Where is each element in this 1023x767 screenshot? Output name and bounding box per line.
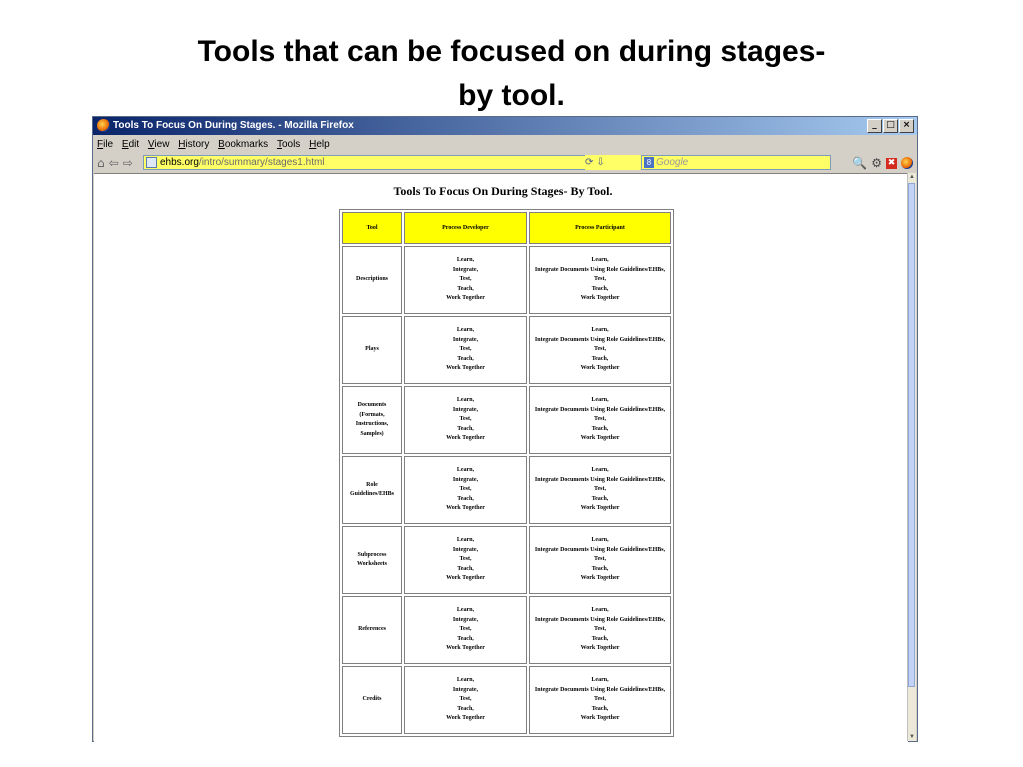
table-header-row [342, 212, 671, 244]
cell-text-line: Integrate Documents Using Role Guidelines/EHBs, [534, 406, 666, 413]
cell-text-line: Credits [362, 696, 382, 703]
table-row [342, 456, 671, 524]
home-icon[interactable]: ⌂ [97, 156, 105, 170]
slide-title-line2: by tool. [458, 79, 565, 112]
cell-text-line: Learn, [456, 677, 475, 684]
cell-text-line: Learn, [456, 397, 475, 404]
cell-text-line: Work Together [446, 365, 485, 372]
cell-developer [404, 456, 527, 524]
cell-text-line: Integrate, [452, 546, 479, 553]
cell-participant [529, 246, 671, 314]
cell-text-line: Teach, [591, 495, 609, 502]
menu-tools[interactable]: Tools [276, 139, 301, 150]
dropdown-arrow-icon[interactable]: ⇩ [596, 157, 605, 168]
cell-text-line: Work Together [580, 435, 620, 442]
cell-text-line: Teach, [591, 565, 609, 572]
menu-bar [93, 136, 917, 153]
cell-text-line: Teach, [591, 285, 609, 292]
page-content [94, 173, 908, 742]
cell-text-line: (Formats, [359, 411, 385, 418]
vertical-scrollbar[interactable] [907, 173, 916, 741]
cell-text-line: Learn, [456, 537, 475, 544]
cell-text-line: Test, [594, 346, 606, 353]
table-row [342, 666, 671, 734]
header-process-developer: Process Developer [404, 212, 527, 244]
cell-text-line: Work Together [446, 505, 485, 512]
cell-developer [404, 316, 527, 384]
cell-text-line: Learn, [591, 607, 609, 614]
cell-text-line: Role [366, 481, 378, 488]
cell-text-line: Documents [357, 402, 387, 408]
cell-tool [342, 316, 402, 384]
cell-text-line: Test, [594, 696, 606, 703]
address-bar[interactable] [143, 155, 643, 170]
cell-text-line: Work Together [446, 715, 485, 722]
cell-tool [342, 246, 402, 314]
browser-window [92, 116, 918, 742]
cell-participant [529, 526, 671, 594]
table-row [342, 526, 671, 594]
cell-text-line: References [358, 626, 386, 633]
cell-text-line: Learn, [591, 397, 609, 404]
cell-text-line: Subprocess [357, 551, 387, 558]
address-bar-buttons [585, 155, 643, 170]
cell-text-line: Test, [459, 486, 472, 493]
cell-text-line: Integrate, [452, 336, 479, 343]
cell-text-line: Test, [459, 276, 472, 283]
cell-developer [404, 246, 527, 314]
cell-text-line: Test, [459, 416, 472, 423]
cell-tool [342, 526, 402, 594]
cell-text-line: Instructions, [355, 421, 389, 427]
menu-view[interactable]: View [147, 139, 170, 150]
menu-help[interactable]: Help [309, 139, 330, 150]
table-row [342, 246, 671, 314]
back-icon[interactable]: ⇦ [108, 156, 119, 170]
search-placeholder: Google [656, 157, 689, 168]
cell-text-line: Integrate, [452, 476, 479, 483]
cell-text-line: Learn, [591, 677, 609, 684]
table-body [342, 246, 671, 734]
header-tool: Tool [342, 212, 402, 244]
url-path: /intro/summary/stages1.html [198, 157, 325, 168]
cell-text-line: Test, [459, 696, 472, 703]
cell-text-line: Integrate, [452, 686, 479, 693]
cell-text-line: Integrate, [452, 406, 479, 413]
cell-participant [529, 386, 671, 454]
cell-text-line: Integrate Documents Using Role Guidelines/EHBs, [534, 476, 666, 483]
cell-text-line: Samples) [360, 430, 384, 437]
toolbar-extras [852, 155, 913, 171]
maximize-button[interactable]: □ [883, 119, 898, 133]
cell-text-line: Work Together [446, 295, 485, 302]
rss-icon[interactable]: ⟳ [585, 157, 594, 168]
cell-text-line: Test, [459, 556, 472, 563]
cell-tool [342, 596, 402, 664]
cell-text-line: Test, [594, 486, 606, 493]
cell-participant [529, 316, 671, 384]
cell-text-line: Teach, [457, 495, 474, 502]
cell-text-line: Work Together [446, 645, 485, 652]
url-domain: ehbs.org [160, 157, 199, 168]
cell-tool [342, 386, 402, 454]
cell-text-line: Integrate, [452, 616, 479, 623]
navigation-toolbar [93, 154, 917, 172]
cell-text-line: Learn, [591, 327, 609, 334]
cell-text-line: Test, [459, 626, 472, 633]
cell-text-line: Work Together [446, 575, 485, 582]
cell-text-line: Learn, [591, 537, 609, 544]
window-title: Tools To Focus On During Stages. - Mozilla Firefox [113, 120, 354, 131]
table-row [342, 316, 671, 384]
minimize-button[interactable]: _ [867, 119, 882, 133]
site-identity-icon[interactable] [146, 157, 157, 168]
menu-file[interactable]: File [97, 139, 114, 150]
cell-text-line: Teach, [457, 635, 474, 642]
header-process-participant: Process Participant [529, 212, 671, 244]
slide-title [0, 30, 1023, 118]
cell-participant [529, 666, 671, 734]
magnifier-icon[interactable]: 🔍 [852, 156, 868, 170]
cell-developer [404, 526, 527, 594]
cell-text-line: Work Together [580, 575, 620, 582]
cell-text-line: Teach, [457, 565, 474, 572]
cell-text-line: Learn, [456, 467, 475, 474]
nav-buttons [97, 155, 133, 171]
cell-text-line: Integrate Documents Using Role Guidelines/EHBs, [534, 546, 666, 553]
cell-text-line: Work Together [580, 505, 620, 512]
cell-text-line: Teach, [591, 355, 609, 362]
page-heading: Tools To Focus On During Stages- By Tool. [393, 184, 613, 198]
table-row [342, 386, 671, 454]
cell-text-line: Learn, [456, 327, 475, 334]
cell-text-line: Learn, [456, 607, 475, 614]
cell-text-line: Descriptions [356, 276, 388, 283]
cell-text-line: Teach, [591, 635, 609, 642]
cell-text-line: Teach, [457, 355, 474, 362]
firefox-icon [97, 119, 110, 132]
scroll-thumb[interactable] [908, 183, 915, 687]
cell-tool [342, 456, 402, 524]
table-row [342, 596, 671, 664]
slide-title-line1: Tools that can be focused on during stages- [197, 35, 826, 68]
cell-text-line: Plays [365, 346, 379, 353]
cell-text-line: Test, [459, 346, 472, 353]
cell-text-line: Integrate Documents Using Role Guidelines/EHBs, [534, 336, 666, 343]
stop-icon[interactable]: ✖ [887, 157, 896, 168]
window-controls [867, 119, 914, 133]
cell-text-line: Teach, [457, 285, 474, 292]
menu-edit[interactable]: Edit [121, 139, 140, 150]
close-button[interactable]: × [899, 119, 914, 133]
cell-text-line: Test, [594, 416, 606, 423]
cell-text-line: Work Together [446, 435, 485, 442]
window-titlebar[interactable] [93, 117, 917, 135]
firefox-menu-icon[interactable] [901, 157, 913, 169]
search-box[interactable] [641, 155, 831, 170]
cell-text-line: Work Together [580, 715, 620, 722]
cell-text-line: Guidelines/EHBs [349, 491, 394, 497]
stages-table [339, 209, 674, 737]
menu-bookmarks[interactable]: Bookmarks [218, 139, 269, 150]
cell-text-line: Test, [594, 626, 606, 633]
cell-text-line: Test, [594, 556, 606, 563]
cell-developer [404, 386, 527, 454]
cell-participant [529, 456, 671, 524]
forward-icon[interactable]: ⇨ [122, 156, 133, 170]
cell-developer [404, 666, 527, 734]
cell-text-line: Work Together [580, 645, 620, 652]
cell-text-line: Teach, [591, 425, 609, 432]
menu-history[interactable]: History [178, 139, 210, 150]
cell-text-line: Learn, [591, 257, 609, 264]
cell-text-line: Work Together [580, 295, 620, 302]
cell-text-line: Learn, [591, 467, 609, 474]
cell-text-line: Work Together [580, 365, 620, 372]
scroll-up-icon[interactable]: ▲ [909, 174, 915, 180]
cell-tool [342, 666, 402, 734]
cell-text-line: Teach, [591, 705, 609, 712]
cell-text-line: Test, [594, 276, 606, 283]
cell-text-line: Teach, [457, 705, 474, 712]
search-engine-icon[interactable]: 8 [644, 157, 654, 168]
cell-text-line: Integrate Documents Using Role Guidelines/EHBs, [534, 616, 666, 623]
cell-text-line: Teach, [457, 425, 474, 432]
cell-participant [529, 596, 671, 664]
cell-text-line: Learn, [456, 257, 475, 264]
cell-text-line: Integrate Documents Using Role Guidelines/EHBs, [534, 686, 666, 693]
scroll-down-icon[interactable]: ▼ [909, 734, 915, 740]
addon-icon[interactable]: ⚙ [871, 156, 882, 170]
cell-text-line: Worksheets [357, 561, 387, 567]
cell-text-line: Integrate Documents Using Role Guidelines/EHBs, [534, 266, 666, 273]
cell-text-line: Integrate, [452, 266, 479, 273]
cell-developer [404, 596, 527, 664]
